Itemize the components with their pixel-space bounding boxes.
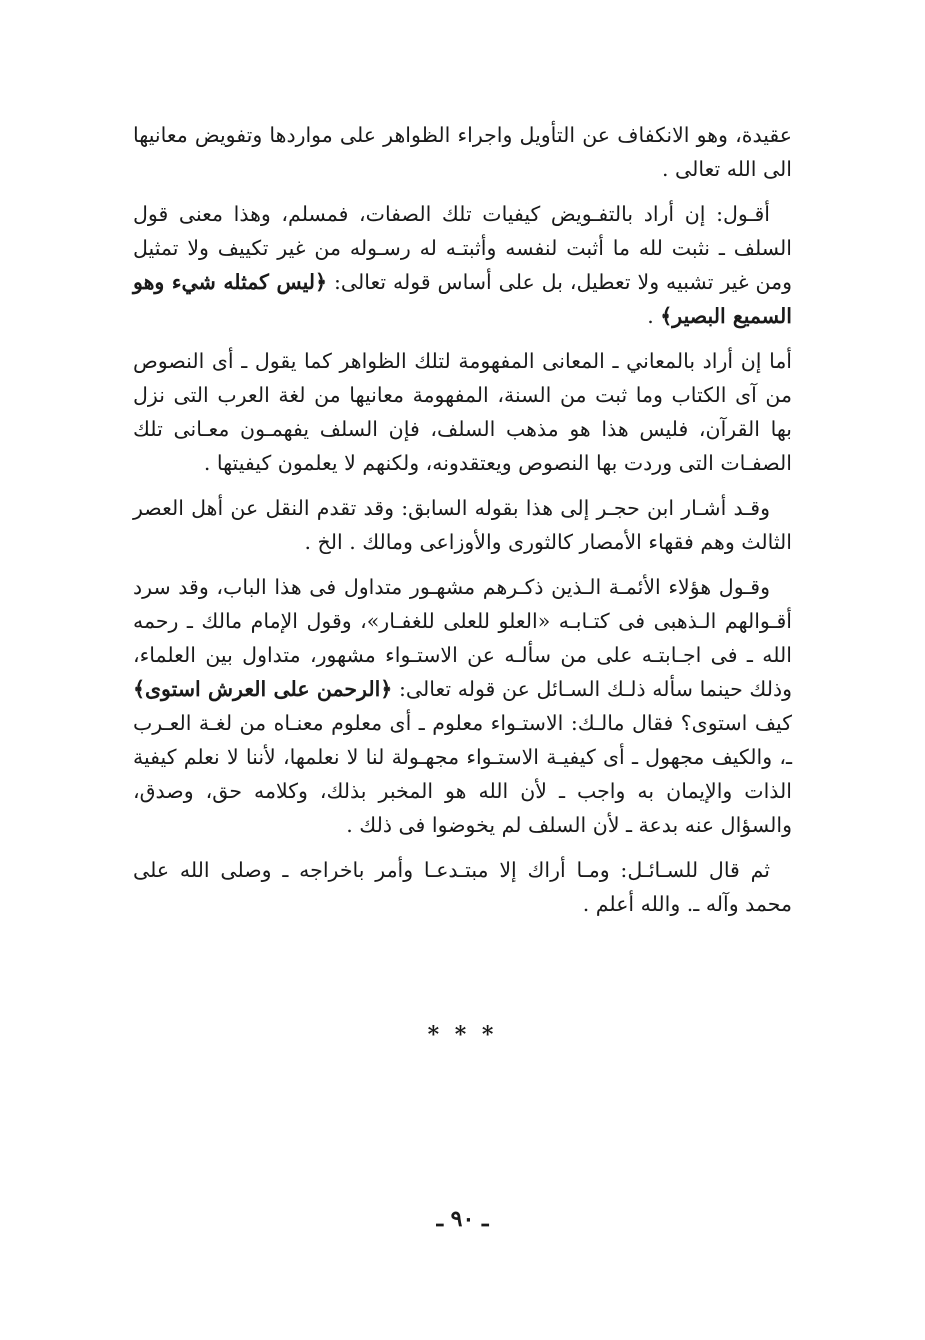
quran-verse: ﴿ليس كمثله شيء وهو السميع البصير﴾ (133, 270, 792, 328)
paragraph-5-text: وقـول هؤلاء الأئمـة الـذين ذكـرهم مشهـور متداول فى هذا الباب، وقد سرد أقـوالهم الـذهبى فى كتـابـه «العلو للعلى للغفـار»، وقول الإمام مالك ـ رحمه الله ـ فى اجـابتـه على من سألـه عن الاستـواء مشهور، متداول بين العلماء، وذلك حينما سأله ذلـك السـائل عن قوله تعالى: (133, 575, 792, 701)
paragraph-4-text: وقـد أشـار ابن حجـر إلى هذا بقوله السابق: وقد تقدم النقل عن أهل العصر الثالث وهم فقهاء الأمصار كالثورى والأوزاعى ومالك . الخ . (133, 496, 792, 554)
paragraph-3 (133, 344, 792, 480)
page-number: ـ ٩٠ ـ (436, 1206, 489, 1232)
paragraph-5 (133, 570, 792, 842)
paragraph-6 (133, 853, 792, 921)
paragraph-2-text: أقـول: إن أراد بالتفـويض كيفيات تلك الصفات، فمسلم، وهذا معنى قول السلف ـ نثبت لله ما أثبت لنفسه وأثبتـه له رسـوله من غير تكييف ولا تمثيل ومن غير تشبيه ولا تعطيل، بل على أساس قوله تعالى: (133, 202, 792, 294)
paragraph-5-end: كيف استوى؟ فقال مالـك: الاستـواء معلوم ـ أى معلوم معنـاه من لغـة العـرب ـ، والكيف مجهول ـ أى كيفيـة الاستـواء مجهـولة لنا لا نعلمها، لأننا لا نعلم كيفية الذات والإيمان به واجب ـ لأن الله هو المخبر بذلك، وكلامه حق، وصدق، والسؤال عنه بدعة ـ لأن السلف لم يخوضوا فى ذلك . (133, 711, 792, 837)
paragraph-4 (133, 491, 792, 559)
text-block (133, 118, 792, 932)
paragraph-2-end: . (647, 304, 661, 328)
paragraph-2 (133, 197, 792, 333)
section-separator: * * * (427, 1022, 498, 1048)
paragraph-6-text: ثم قال للسـائـل: ومـا أراك إلا مبتـدعـا وأمر باخراجه ـ وصلى الله على محمد وآله ـ. والله أعلم . (133, 858, 792, 916)
quran-verse: ﴿الرحمن على العرش استوى﴾ (133, 677, 393, 701)
paragraph-3-text: أما إن أراد بالمعاني ـ المعانى المفهومة لتلك الظواهر كما يقول ـ أى النصوص من آى الكتاب وما ثبت من السنة، المفهومة معانيها من لغة العرب التى نزل بها القرآن، فليس هذا هو مذهب السلف، فإن السلف يفهمـون معـانى تلك الصفـات التى وردت بها النصوص ويعتقدونه، ولكنهم لا يعلمون كيفيتها . (133, 349, 792, 475)
paragraph-1 (133, 118, 792, 186)
paragraph-1-text: عقيدة، وهو الانكفاف عن التأويل واجراء الظواهر على مواردها وتفويض معانيها الى الله تعالى . (133, 123, 792, 181)
